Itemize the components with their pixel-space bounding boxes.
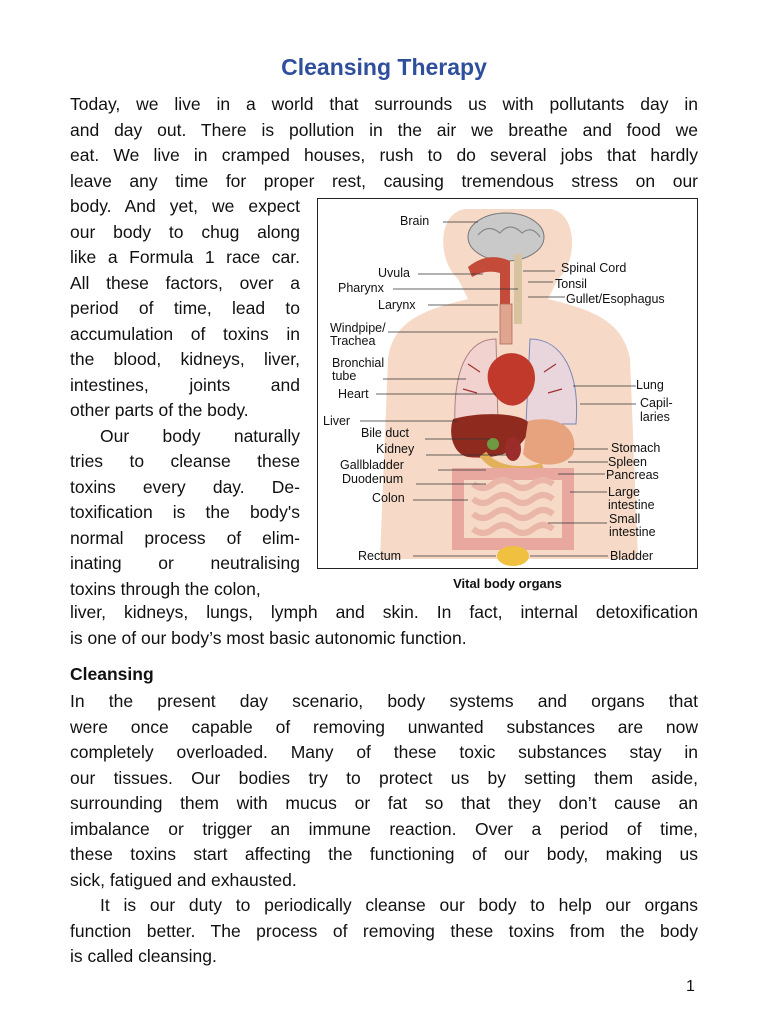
text-line: were once capable of removing unwanted substances are now bbox=[70, 716, 698, 737]
label-rectum: Rectum bbox=[358, 549, 402, 563]
figure-caption: Vital body organs bbox=[453, 576, 562, 591]
bladder-shape bbox=[497, 546, 529, 566]
text-line: the blood, kidneys, liver, bbox=[70, 349, 300, 369]
label-lung: Lung bbox=[636, 378, 664, 392]
label-windpipe: Windpipe/ bbox=[330, 321, 386, 335]
text-line: toxins every day. De- bbox=[70, 476, 300, 497]
text-line: Today, we live in a world that surrounds us with pollutants day in bbox=[70, 94, 698, 114]
text-line: period of time, lead to bbox=[70, 298, 300, 318]
text-line: surrounding them with mucus or fat so that they don’t cause an bbox=[70, 793, 698, 813]
body-organs-diagram bbox=[318, 199, 699, 570]
label-stomach: Stomach bbox=[611, 441, 661, 455]
label-gullet: Gullet/Esophagus bbox=[566, 292, 665, 306]
text-line: eat. We live in cramped houses, rush to do several jobs that hardly bbox=[70, 145, 698, 165]
text-line: toxification is the body's bbox=[70, 502, 300, 522]
text-line: and day out. There is pollution in the air we breathe and food we bbox=[70, 119, 698, 140]
gallbladder-shape bbox=[487, 438, 499, 450]
page-title: Cleansing Therapy bbox=[281, 54, 487, 80]
label-trachea: Trachea bbox=[330, 334, 376, 348]
brain-shape bbox=[468, 213, 544, 261]
text-line: sick, fatigued and exhausted. bbox=[70, 869, 297, 890]
detox-paragraph-bottom bbox=[70, 600, 698, 651]
label-spleen: Spleen bbox=[608, 455, 647, 469]
text-line: completely overloaded. Many of these toxic substances stay in bbox=[70, 742, 698, 762]
label-uvula: Uvula bbox=[378, 266, 410, 280]
text-line: leave any time for proper rest, causing tremendous stress on our bbox=[70, 170, 698, 191]
intro-paragraph-top bbox=[70, 92, 698, 194]
section-heading-cleansing: Cleansing bbox=[70, 664, 154, 684]
label-brain: Brain bbox=[400, 214, 430, 228]
label-gallbladder: Gallbladder bbox=[340, 458, 404, 472]
intro-paragraph-left-column bbox=[70, 194, 300, 602]
text-line: inating or neutralising bbox=[70, 553, 300, 573]
label-colon: Colon bbox=[372, 491, 405, 505]
label-large-intestine: Large bbox=[608, 485, 640, 499]
text-line: Our body naturally bbox=[100, 425, 300, 446]
body-organs-figure bbox=[317, 198, 698, 569]
text-line: body. And yet, we expect bbox=[70, 196, 300, 216]
page-number: 1 bbox=[686, 978, 695, 995]
label-tonsil: Tonsil bbox=[555, 277, 587, 291]
label-pharynx: Pharynx bbox=[338, 281, 384, 295]
label-larynx: Larynx bbox=[378, 298, 416, 312]
cleansing-paragraph bbox=[70, 689, 698, 970]
label-bronchial-tube: tube bbox=[332, 369, 357, 383]
text-line: function better. The process of removing these toxins from the body bbox=[70, 920, 698, 941]
text-line: other parts of the body. bbox=[70, 400, 249, 420]
kidney-shape bbox=[505, 437, 521, 461]
text-line: intestines, joints and bbox=[70, 374, 300, 395]
label-bladder: Bladder bbox=[610, 549, 654, 563]
text-line: tries to cleanse these bbox=[70, 451, 300, 471]
label-pancreas: Pancreas bbox=[606, 468, 659, 482]
label-small-intestine: Small bbox=[609, 512, 641, 526]
text-line: All these factors, over a bbox=[70, 272, 300, 293]
label-small-intestine-2: intestine bbox=[609, 525, 656, 539]
text-line: normal process of elim- bbox=[70, 527, 300, 548]
label-capillaries: Capil- bbox=[640, 396, 673, 410]
trachea-shape bbox=[500, 304, 512, 344]
text-line: accumulation of toxins in bbox=[70, 323, 300, 344]
text-line: our body to chug along bbox=[70, 221, 300, 242]
label-heart: Heart bbox=[338, 387, 369, 401]
text-line: toxins through the colon, bbox=[70, 578, 261, 599]
label-liver: Liver bbox=[323, 414, 351, 428]
text-line: is called cleansing. bbox=[70, 946, 217, 966]
label-kidney: Kidney bbox=[376, 442, 415, 456]
label-large-intestine-2: intestine bbox=[608, 498, 655, 512]
label-duodenum: Duodenum bbox=[342, 472, 404, 486]
text-line: liver, kidneys, lungs, lymph and skin. In fact, internal detoxification bbox=[70, 602, 698, 622]
text-line: these toxins start affecting the functioning of our body, making us bbox=[70, 844, 698, 864]
label-bronchial: Bronchial bbox=[332, 356, 385, 370]
text-line: like a Formula 1 race car. bbox=[70, 247, 300, 267]
text-line: imbalance or trigger an immune reaction. Over a period of time, bbox=[70, 818, 698, 839]
text-line: It is our duty to periodically cleanse our body to help our organs bbox=[100, 895, 698, 915]
label-capillaries-2: laries bbox=[640, 410, 670, 424]
label-bile-duct: Bile duct bbox=[361, 426, 409, 440]
text-line: is one of our body’s most basic autonomic function. bbox=[70, 627, 467, 648]
label-spinal-cord: Spinal Cord bbox=[561, 261, 627, 275]
text-line: our tissues. Our bodies try to protect us by setting them aside, bbox=[70, 767, 698, 788]
text-line: In the present day scenario, body systems and organs that bbox=[70, 691, 698, 711]
